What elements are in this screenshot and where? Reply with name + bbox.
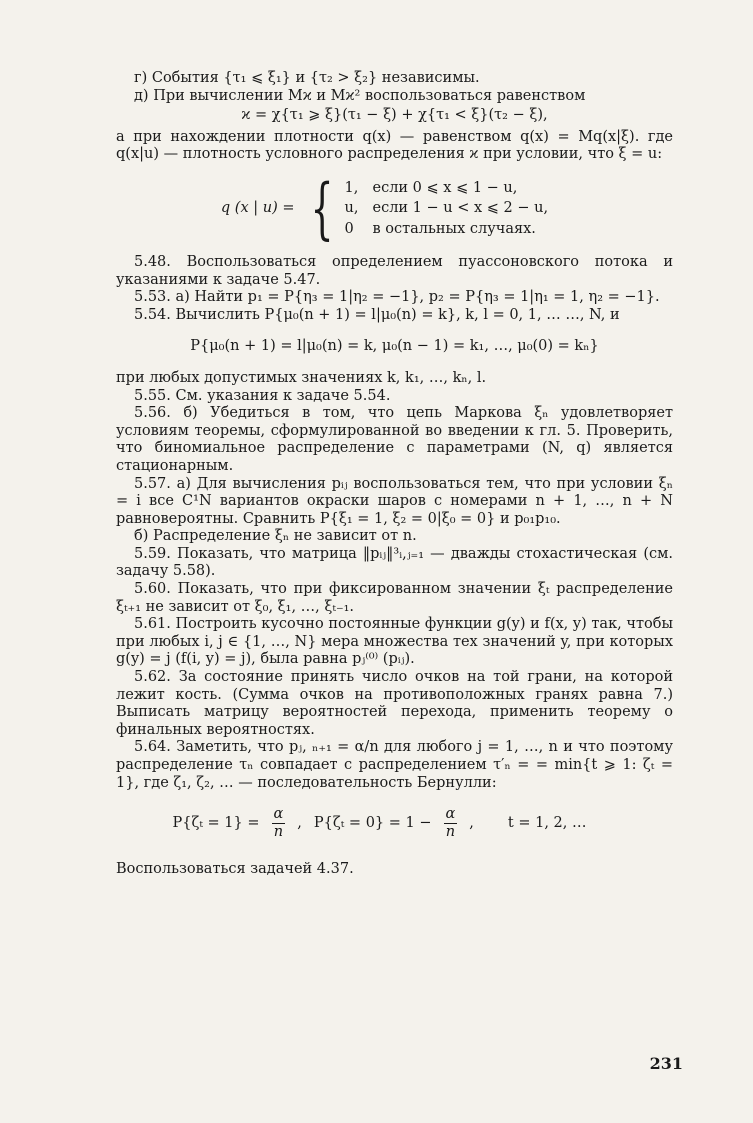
hint-5-54: 5.54. Вычислить P{μ₀(n + 1) = l|μ₀(n) = k}, k, l = 0, 1, … …, N, и [134, 306, 620, 323]
hint-5-60: 5.60. Показать, что при фиксированном значении ξₜ распределение ξₜ₊₁ не зависит от ξ₀, ξ₁, …, ξₜ₋₁. [116, 581, 673, 615]
kappa-formula: ϰ = χ{τ₁ ⩾ ξ}(τ₁ − ξ) + χ{τ₁ < ξ}(τ₂ − ξ), [241, 107, 548, 124]
alpha-over-n-fraction: $\frac{\alpha}{n}$ [445, 806, 456, 841]
density-text: а при нахождении плотности q(x) — равенством q(x) = Mq(x|ξ). где q(x|u) — плотность условного распределения ϰ при условии, что ξ = u: [116, 128, 673, 163]
hint-5-61: 5.61. Построить кусочно постоянные функции g(y) и f(x, y) так, чтобы при любых i, j ∈ {1, …, N} мера множества тех значений y, при которых g(y) = j (f(i, y) = j), была равна pⱼ⁽⁰⁾ (pᵢⱼ). [116, 616, 673, 668]
markov-formula: P{μ₀(n + 1) = l|μ₀(n) = k, μ₀(n − 1) = k₁, …, μ₀(0) = kₙ} [190, 338, 599, 355]
item-g: г) События {τ₁ ⩽ ξ₁} и {τ₂ > ξ₂} независимы. [134, 70, 480, 86]
hint-5-62: 5.62. За состояние принять число очков на той грани, на которой лежит кость. (Сумма очков на противоположных гранях равна 7.) Выписать матрицу вероятностей перехода, применить теорему о финальных вероятностях. [116, 669, 673, 738]
hint-5-53: 5.53. а) Найти p₁ = P{η₃ = 1|η₂ = −1}, p₂ = P{η₃ = 1|η₁ = 1, η₂ = −1}. [134, 289, 660, 306]
case-row: 1, если 0 ⩽ x ⩽ 1 − u, [344, 179, 518, 196]
hint-5-55: 5.55. См. указания к задаче 5.54. [134, 387, 391, 404]
hint-5-48: 5.48. Воспользоваться определением пуассоновского потока и указаниями к задаче 5.47. [116, 253, 673, 288]
hint-5-64: 5.64. Заметить, что pⱼ, ₙ₊₁ = α/n для любого j = 1, …, n и что поэтому распределение τₙ совпадает с распределением τ′ₙ = = min{t ⩾ 1: ζₜ = 1}, где ζ₁, ζ₂, … — последовательность Бернулли: [116, 739, 673, 791]
hint-5-57a: 5.57. а) Для вычисления pᵢⱼ воспользоваться тем, что при условии ξₙ = i все C¹N вариантов окраски шаров с номерами n + 1, …, n + N равновероятны. Сравнить P{ξ₁ = 1, ξ₂ = 0|ξ₀ = 0} и p₀₁p₁₀. [116, 475, 673, 527]
cases-lhs: q (x | u) = [220, 200, 295, 217]
alpha-over-n-fraction: $\frac{\alpha}{n}$ [273, 806, 284, 841]
hint-5-56: 5.56. б) Убедиться в том, что цепь Маркова ξₙ удовлетворяет условиям теоремы, сформулированной во введении к гл. 5. Проверить, что биномиальное распределение с параметрами (N, q) является стационарным. [116, 405, 673, 474]
hint-5-57b: б) Распределение ξₙ не зависит от n. [134, 528, 417, 545]
final-hint: Воспользоваться задачей 4.37. [116, 861, 354, 878]
hint-5-54-tail: при любых допустимых значениях k, k₁, …, kₙ, l. [116, 369, 487, 386]
bernoulli-left: P{ζₜ = 1} = [172, 814, 260, 831]
bernoulli-right: P{ζₜ = 0} = 1 − [313, 814, 432, 831]
left-brace: { [309, 169, 334, 247]
case-row: u, если 1 − u < x ⩽ 2 − u, [344, 200, 549, 217]
conditional-density-cases [96, 169, 673, 247]
page-number: 231 [649, 1054, 683, 1073]
item-d: д) При вычислении Mϰ и Mϰ² воспользоваться равенством [134, 87, 586, 104]
case-row: 0 в остальных случаях. [344, 220, 536, 237]
hint-5-59: 5.59. Показать, что матрица ‖pᵢⱼ‖³ᵢ,ⱼ₌₁ — дважды стохастическая (см. задачу 5.58). [116, 545, 673, 580]
bernoulli-index: t = 1, 2, … [507, 814, 587, 831]
bernoulli-formula: P{ζₜ = 1} = $\frac{\alpha}{n}$ , P{ζₜ = 0} = 1 − $\frac{\alpha}{n}$ , t = 1, 2, … [172, 806, 587, 841]
